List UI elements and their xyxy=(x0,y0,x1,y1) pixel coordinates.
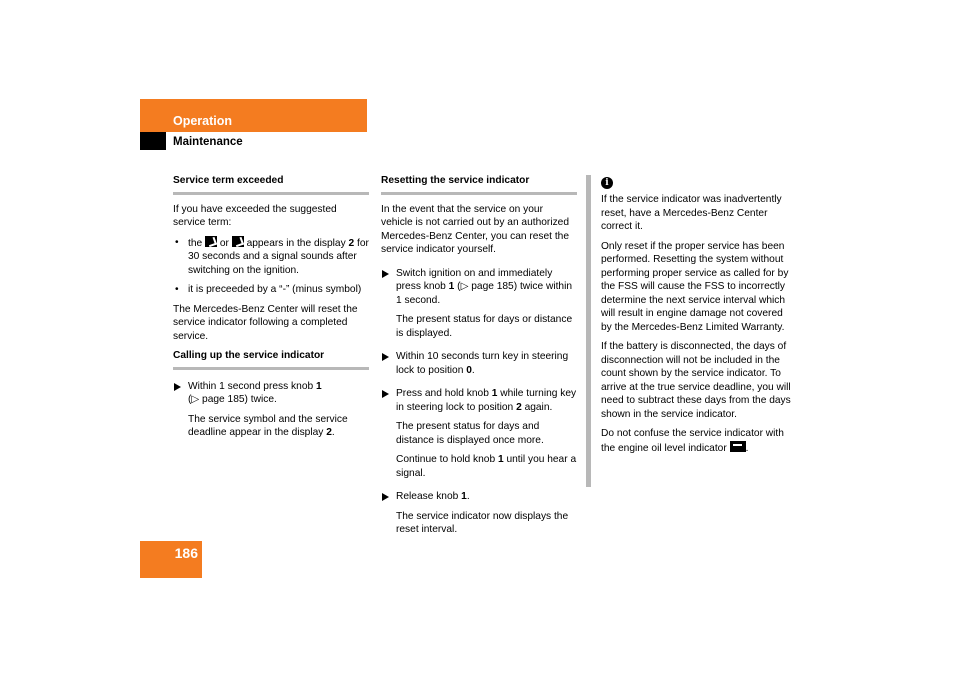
service-wrench-icon xyxy=(205,236,217,247)
column-left xyxy=(173,174,369,446)
step-item: Release knob 1. xyxy=(381,490,577,504)
info-paragraph: Do not confuse the service indicator with the engine oil level indicator . xyxy=(601,428,784,454)
step-arrow-icon xyxy=(382,390,389,398)
page-number: 186 xyxy=(174,545,198,561)
step-arrow-icon xyxy=(382,270,389,278)
bullet-item: • it is preceeded by a “-” (minus symbol) xyxy=(175,284,362,295)
header-marker xyxy=(140,132,166,150)
heading-service-term-exceeded: Service term exceeded xyxy=(173,174,369,195)
step-arrow-icon xyxy=(382,493,389,501)
info-box xyxy=(601,193,791,461)
oil-level-icon xyxy=(730,441,746,452)
bullet-item: • the or appears in the display 2 for 30 seconds and a signal sounds after switching on the ignition. xyxy=(175,236,369,276)
step-arrow-icon xyxy=(382,353,389,361)
info-box-border xyxy=(586,175,591,487)
bullet-dot: • xyxy=(175,284,179,295)
step-result: The present status for days or distance is displayed. xyxy=(396,314,573,339)
step-result: The service indicator now displays the reset interval. xyxy=(396,510,569,535)
step-item: Within 1 second press knob 1 (▷ page 185) twice. xyxy=(173,380,369,407)
section-title: Operation xyxy=(173,114,233,128)
step-result: The present status for days and distance is displayed once more. xyxy=(396,421,544,446)
step-item: Within 10 seconds turn key in steering lock to position 0. xyxy=(381,350,577,377)
step-item: Switch ignition on and immediately press knob 1 (▷ page 185) twice within 1 second. xyxy=(381,267,577,308)
intro-text: In the event that the service on your vehicle is not carried out by an authorized Mercedes-Benz Center, you can reset the service indicator yourself. xyxy=(381,203,570,255)
step-result: The service symbol and the service deadline appear in the display 2. xyxy=(188,413,348,438)
info-paragraph: If the battery is disconnected, the days of disconnection will not be included in the count shown by the service indicator. To arrive at the true service deadline, you will need to subtract these days from the days shown in the service indicator. xyxy=(601,341,791,420)
subsection-title: Maintenance xyxy=(173,136,243,148)
step-arrow-icon xyxy=(174,383,181,391)
column-middle xyxy=(381,174,577,543)
intro-text: If you have exceeded the suggested service term: xyxy=(173,203,337,228)
info-paragraph: Only reset if the proper service has been performed. Resetting the system without performing proper service as called for by the FSS will cause the FSS to incorrectly determine the next service interval which will result in engine damage not covered by the Mercedes-Benz Limited Warranty. xyxy=(601,240,789,333)
info-paragraph: If the service indicator was inadvertently reset, have a Mercedes-Benz Center correct it. xyxy=(601,194,782,232)
heading-resetting: Resetting the service indicator xyxy=(381,174,577,195)
service-wrench-alt-icon xyxy=(232,236,244,247)
reset-info-text: The Mercedes-Benz Center will reset the service indicator following a completed service. xyxy=(173,303,358,342)
info-icon: i xyxy=(601,177,613,189)
step-result: Continue to hold knob 1 until you hear a signal. xyxy=(396,454,577,479)
heading-calling-up: Calling up the service indicator xyxy=(173,349,369,370)
step-item: Press and hold knob 1 while turning key in steering lock to position 2 again. xyxy=(381,387,577,414)
bullet-dot: • xyxy=(175,236,179,248)
